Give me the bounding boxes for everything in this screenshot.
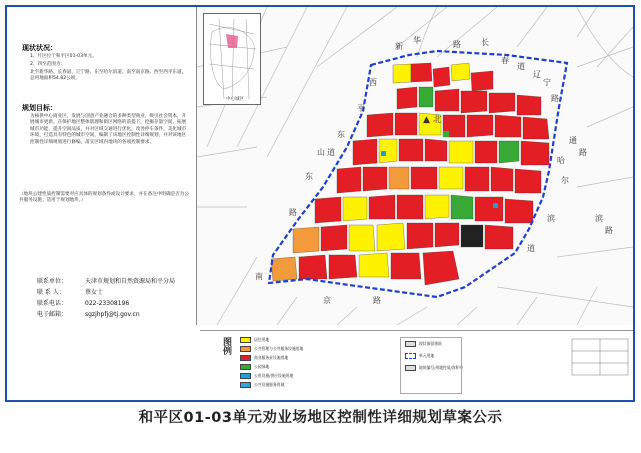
parcel-residential xyxy=(449,141,473,163)
parcel-commercial xyxy=(475,141,497,163)
status-item-2-detail: 北至新华路、长春道、辽宁路、东至哈尔滨道、南至南京路、西至西平东道，总用地面积54.82公顷。 xyxy=(30,70,187,82)
road-label: 春 xyxy=(501,56,509,65)
road-label: 路 xyxy=(453,40,461,49)
road-label: 路 xyxy=(289,208,297,217)
contact-email xyxy=(37,309,140,318)
legend-item xyxy=(240,382,284,388)
road-label: 哈 xyxy=(557,156,565,165)
parcel-commercial xyxy=(489,93,515,113)
parcel-commercial xyxy=(397,87,417,109)
legend-swatch xyxy=(240,355,251,361)
parcel-commercial xyxy=(471,71,493,91)
parcel-commercial xyxy=(475,197,503,221)
legend-parcel-grid xyxy=(570,337,630,377)
parcel-commercial xyxy=(395,113,417,135)
legend-item-label: 单元用地 xyxy=(419,353,435,358)
road-label: 南 xyxy=(255,272,263,281)
utility-marker xyxy=(493,203,498,208)
parcel-commercial xyxy=(435,89,459,111)
parcel-commercial xyxy=(299,255,327,279)
contact-email-label: 电子邮箱： xyxy=(37,311,68,318)
road-label: 道 xyxy=(527,244,535,253)
parcel-commercial xyxy=(315,197,341,223)
parcel-commercial xyxy=(521,141,549,165)
parcel-commercial xyxy=(369,195,395,219)
parcel-commercial xyxy=(485,225,513,249)
legend-item-label: 公共管理与公共服务设施用地 xyxy=(254,346,304,351)
road-label: 路 xyxy=(551,94,559,103)
legend-swatch xyxy=(240,364,251,370)
locator-map xyxy=(203,13,261,105)
road-label: 尔 xyxy=(561,176,569,185)
parcel-commercial xyxy=(411,167,437,189)
legend-item xyxy=(240,373,293,379)
road-label: 京 xyxy=(323,296,331,305)
legend-item-label: 居住用地 xyxy=(254,337,270,342)
status-heading: 现状状况： xyxy=(22,44,57,52)
info-panel xyxy=(7,7,197,325)
parcel-residential xyxy=(451,63,470,81)
road-label: 滨 xyxy=(595,214,603,223)
parcel-residential xyxy=(377,223,405,251)
road-label: 滨 xyxy=(547,214,555,223)
contact-unit-label: 联系单位： xyxy=(37,278,68,285)
parcel-commercial xyxy=(391,253,421,279)
road-label: 山 xyxy=(317,148,325,157)
parcel-utility-dark xyxy=(461,225,483,247)
parcel-commercial xyxy=(397,195,423,219)
road-label: 道 xyxy=(517,62,525,71)
road-label: 道 xyxy=(327,148,335,157)
legend-item-label: 公用设施/供应设施用地 xyxy=(254,373,294,378)
map-svg xyxy=(197,7,633,325)
locator-caption: 中心城区 xyxy=(226,97,244,102)
parcel-commercial xyxy=(321,225,347,251)
parcel-commercial xyxy=(433,67,450,87)
contact-phone-value: 022-23308196 xyxy=(85,300,130,307)
parcel-green xyxy=(419,87,433,107)
road-label: 东 xyxy=(337,130,345,139)
road-label: 东 xyxy=(305,172,313,181)
road-label: 路 xyxy=(605,226,613,235)
legend-swatch xyxy=(240,346,251,352)
goal-heading: 规划目标： xyxy=(22,104,57,112)
parcel-commercial xyxy=(411,63,432,82)
parcel-commercial xyxy=(363,167,387,191)
legend xyxy=(200,330,633,401)
legend-item-label: 公园绿地 xyxy=(254,364,270,369)
parcel-residential xyxy=(349,225,375,251)
parcel-commercial xyxy=(423,251,459,285)
parcel-commercial xyxy=(491,167,513,191)
road-label: 华 xyxy=(413,36,421,45)
road-label: 辽 xyxy=(533,70,541,79)
parcel-commercial xyxy=(353,139,377,165)
legend-item xyxy=(240,355,288,361)
parcel-commercial xyxy=(523,117,549,139)
parcel-residential xyxy=(425,195,449,219)
parcel-commercial xyxy=(435,223,459,247)
road-label: 宁 xyxy=(543,78,551,87)
parcel-commercial xyxy=(337,167,361,193)
contact-phone xyxy=(37,298,129,307)
legend-item-label: 地块编号/用地性质/容积率 xyxy=(419,365,464,370)
contact-phone-label: 联系电话： xyxy=(37,300,68,307)
parcel-residential xyxy=(343,197,367,221)
parcel-commercial xyxy=(467,115,493,137)
legend-item xyxy=(240,364,269,370)
contact-email-value: sgzjhpfj@tj.gov.cn xyxy=(85,311,140,318)
north-arrow xyxy=(423,112,442,125)
goal-note: （地块公建性质控制需要对应具体的规划条件或设计要求，并在备注中明确是否为公共服务设施；适用于规划地块。） xyxy=(19,192,189,204)
legend-item xyxy=(240,337,269,343)
parcel-commercial xyxy=(515,169,541,193)
contact-person-value: 蔡女士 xyxy=(85,289,104,296)
contact-person xyxy=(37,287,103,296)
legend-item xyxy=(240,346,303,352)
parcel-residential xyxy=(359,253,389,277)
parcel-green xyxy=(499,141,519,163)
north-label: 北 xyxy=(432,115,442,125)
parcel-public xyxy=(271,257,297,281)
road-label: 长 xyxy=(481,38,489,47)
utility-marker xyxy=(381,151,386,156)
parcel-public xyxy=(389,167,409,189)
parcel-commercial xyxy=(399,139,423,161)
status-item-1: 1、片区位于和平区01-03单元。 xyxy=(30,54,97,59)
legend-swatch xyxy=(240,373,251,379)
parcel-public xyxy=(293,227,319,253)
status-item-2: 2、四至范围为： xyxy=(30,62,66,67)
road-label: 通 xyxy=(569,136,577,145)
locator-svg xyxy=(204,14,260,104)
parcel-green xyxy=(451,195,473,219)
parcel-commercial xyxy=(367,113,393,137)
north-arrow-icon: ▲ xyxy=(423,115,430,125)
contact-unit-value: 天津市规划和自然资源局和平分局 xyxy=(85,278,176,285)
parcel-residential xyxy=(393,64,411,83)
road-label: 平 xyxy=(357,104,365,113)
road-label: 路 xyxy=(579,148,587,157)
parcel-commercial xyxy=(329,255,357,279)
parcel-commercial xyxy=(505,199,533,223)
road-label: 西 xyxy=(369,78,377,87)
land-use-map xyxy=(197,7,633,325)
parcel-commercial xyxy=(407,223,433,249)
legend-swatch xyxy=(240,337,251,343)
contact-unit xyxy=(37,276,175,285)
legend-symbol-box xyxy=(400,337,462,394)
parcel-residential xyxy=(439,167,463,189)
goal-body: 为核供中心商业区，发展与创意产业融合的多种类型商业，吸引社会资本，开展城市更新。在保护地区整体肌理和街区网络的前提下，挖掘存量空间，拓展城市功能，提升空间品质，并对区域交通进行优化，改善停车条件，美化城市环境，打造具有特色的城市空间，编制了该地区控制性详细规划，并对该地区控制性详细规划进行修编，落实区域内地块的各项控制要求。 xyxy=(30,114,187,145)
legend-item-label: 商业服务业设施用地 xyxy=(254,355,289,360)
legend-label: 图例 xyxy=(221,337,231,355)
road-label: 新 xyxy=(395,42,403,51)
parcel-commercial xyxy=(465,167,489,191)
parcel-commercial xyxy=(425,139,447,161)
parcel-commercial xyxy=(495,115,521,137)
locator-highlight xyxy=(226,34,238,48)
legend-swatch xyxy=(240,382,251,388)
page-title: 和平区01-03单元劝业场地区控制性详细规划草案公示 xyxy=(138,410,503,426)
legend-parcel-table xyxy=(570,337,630,377)
legend-item-label: 公共设施服务用地 xyxy=(254,382,285,387)
road-label: 路 xyxy=(373,296,381,305)
contact-person-label: 联 系 人： xyxy=(37,289,65,296)
parcel-commercial xyxy=(461,91,487,113)
legend-item-label: 现状保留建筑 xyxy=(419,341,442,346)
green-marker xyxy=(443,131,449,137)
parcel-commercial xyxy=(517,95,541,115)
